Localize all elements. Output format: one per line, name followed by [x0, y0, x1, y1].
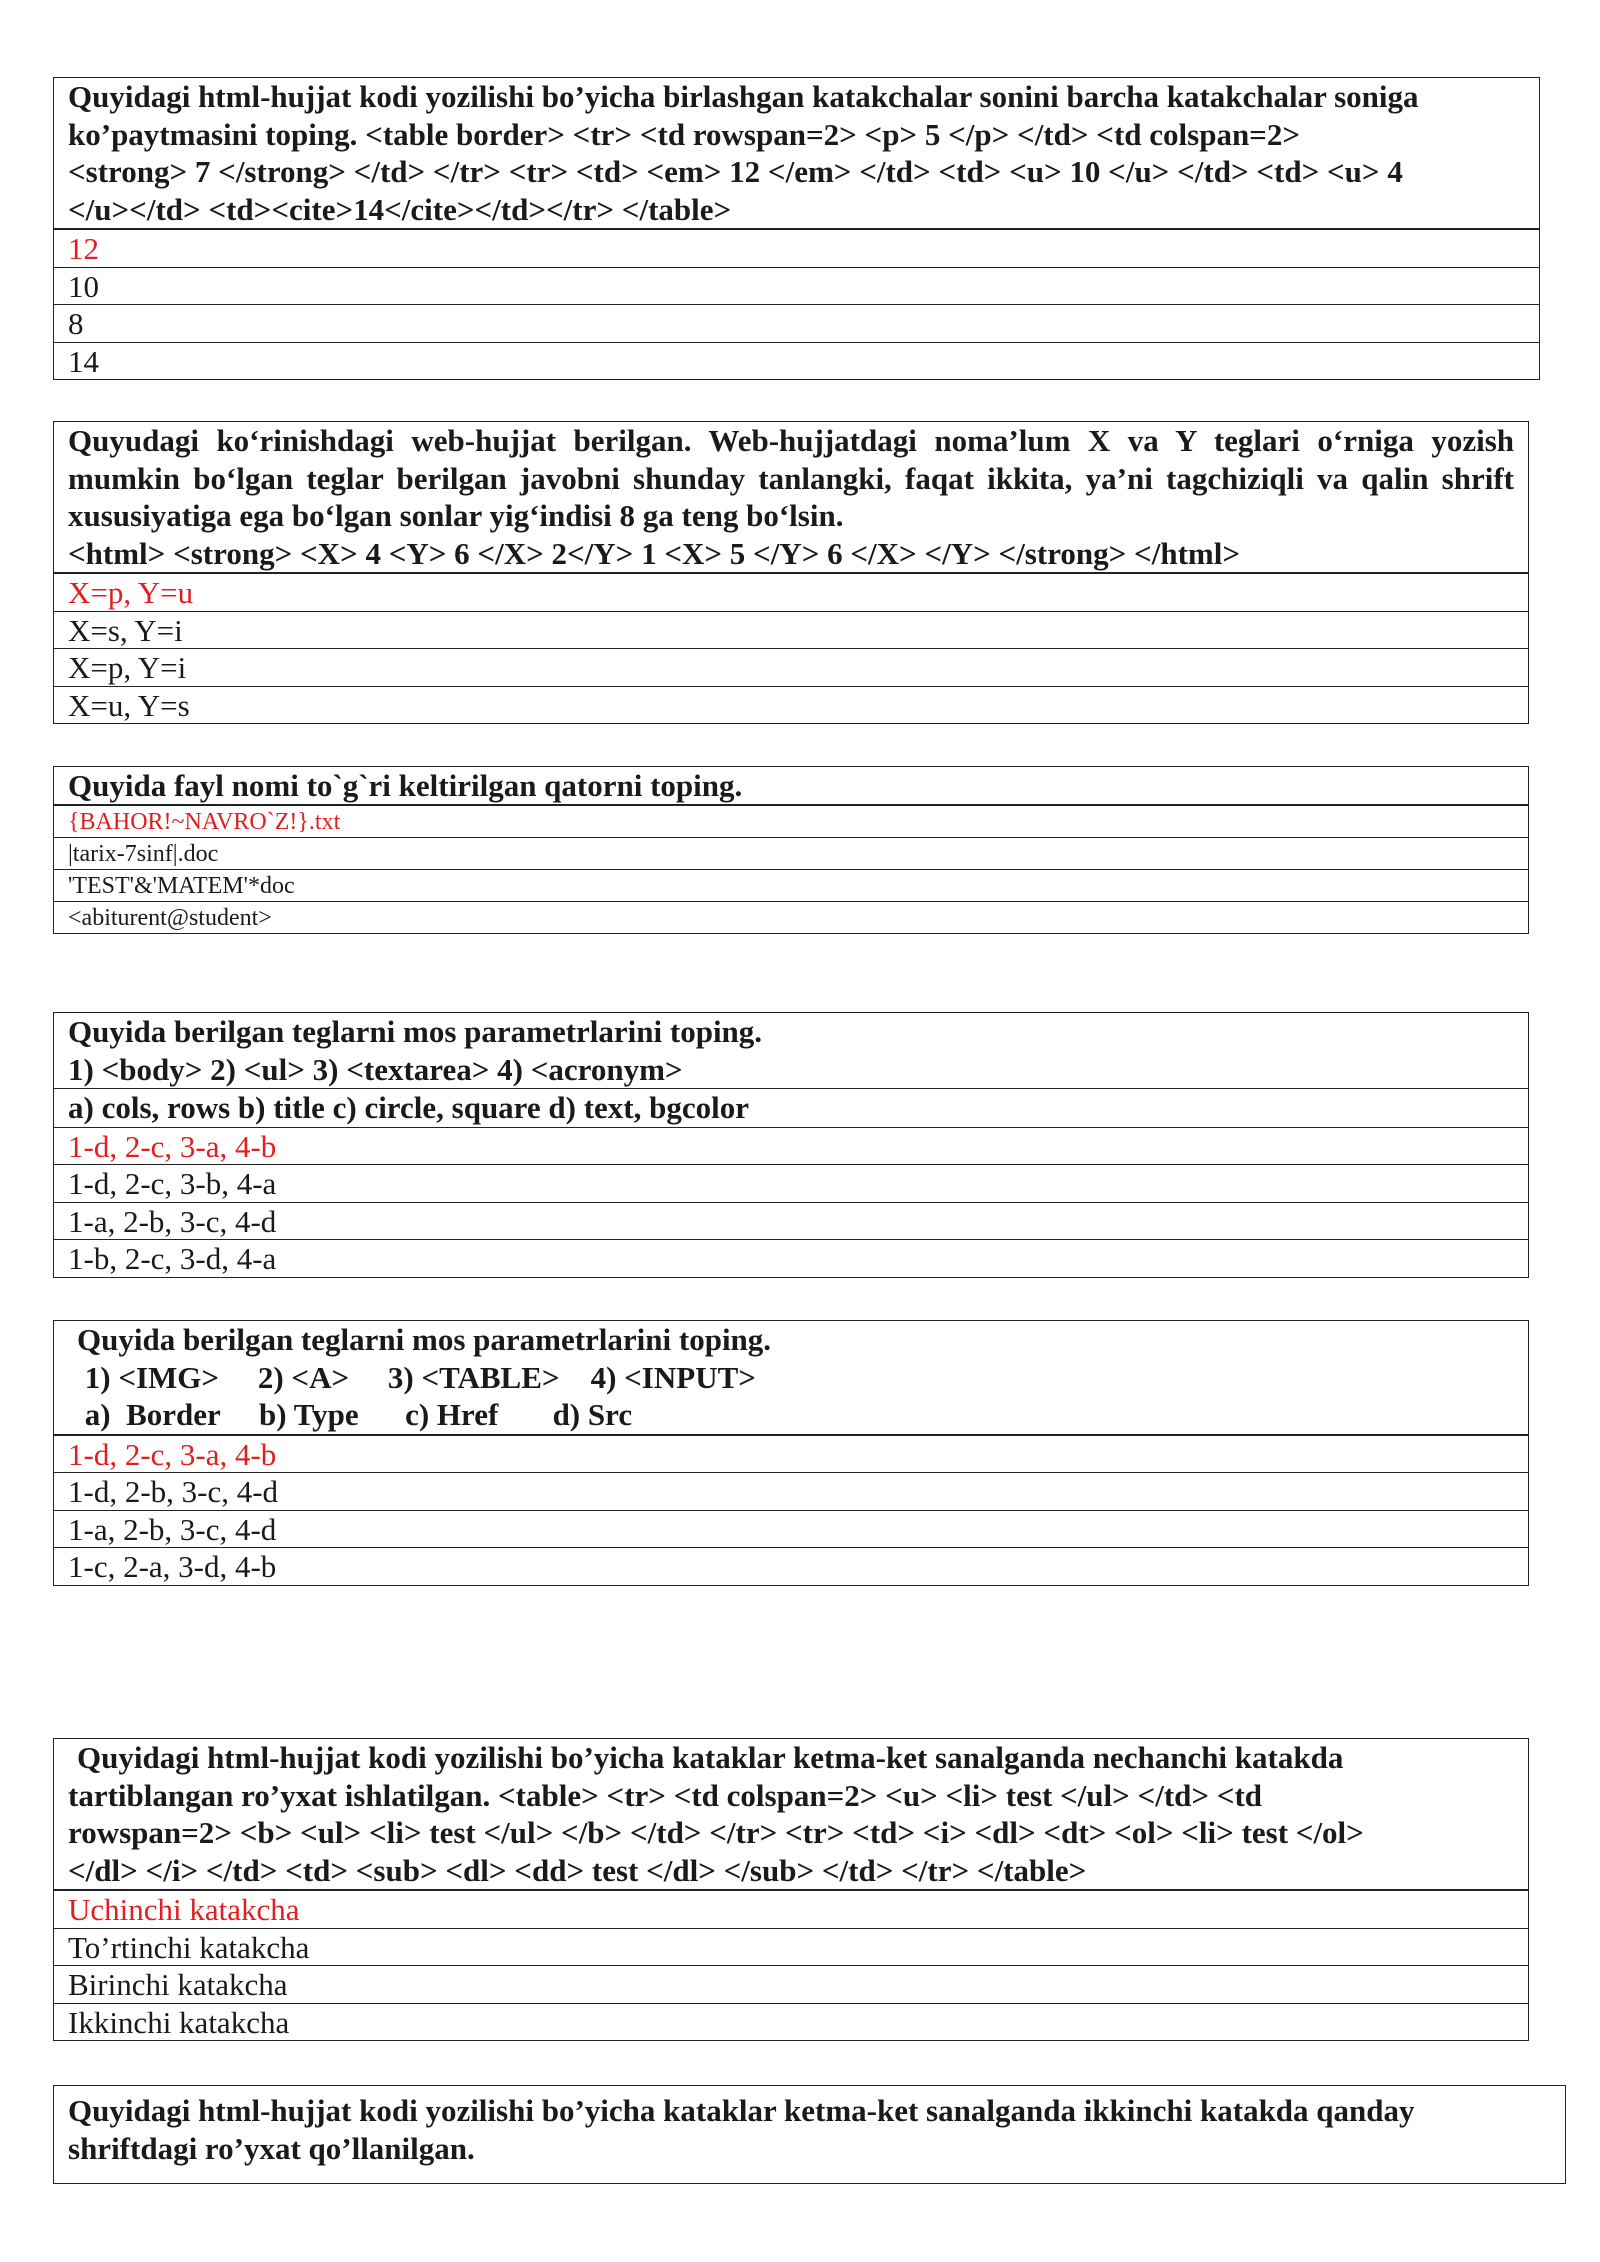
answer-option[interactable]: X=p, Y=i — [54, 648, 1528, 686]
question-block-6 — [53, 1738, 1529, 2041]
question-text — [54, 1013, 1528, 1089]
answer-option[interactable]: |tarix-7sinf|.doc — [54, 837, 1528, 869]
question-line: xususiyatiga ega bo‘lgan sonlar yig‘indisi 8 ga teng bo‘lsin. — [68, 498, 844, 533]
answer-option-correct[interactable]: {BAHOR!~NAVRO`Z!}.txt — [54, 805, 1528, 837]
answer-option[interactable]: 14 — [54, 342, 1539, 380]
question-line: shriftdagi ro’yxat qo’llanilgan. — [68, 2130, 475, 2166]
question-text — [54, 422, 1528, 573]
question-block-1 — [53, 77, 1540, 380]
answer-option-correct[interactable]: Uchinchi katakcha — [54, 1890, 1528, 1928]
question-text — [54, 2086, 1565, 2167]
question-line: mumkin bo‘lgan teglar berilgan javobni shunday tanlangki, faqat ikkita, ya’ni tagchiziqli va qalin shrift — [68, 460, 1514, 496]
question-line: <html> <strong> <X> 4 <Y> 6 </X> 2</Y> 1 <X> 5 </Y> 6 </X> </Y> </strong> </html> — [68, 535, 1240, 571]
question-line: </dl> </i> </td> <td> <sub> <dl> <dd> test </dl> </sub> </td> </tr> </table> — [68, 1852, 1087, 1888]
answer-option[interactable]: To’rtinchi katakcha — [54, 1928, 1528, 1966]
question-line: Quyudagi ko‘rinishdagi web-hujjat berilgan. Web-hujjatdagi noma’lum X va Y teglari o‘rniga yozish — [68, 423, 1514, 458]
question-line: Quyidagi html-hujjat kodi yozilishi bo’yicha kataklar ketma-ket sanalganda ikkinchi katakda qanday — [68, 2093, 1415, 2128]
question-text — [54, 78, 1539, 229]
question-text — [54, 767, 1528, 805]
answer-option[interactable]: 1-d, 2-b, 3-c, 4-d — [54, 1472, 1528, 1510]
parameters-line: a) cols, rows b) title c) circle, square d) text, bgcolor — [68, 1090, 749, 1125]
answer-option[interactable]: 1-a, 2-b, 3-c, 4-d — [54, 1202, 1528, 1240]
answer-option[interactable]: 1-b, 2-c, 3-d, 4-a — [54, 1239, 1528, 1277]
question-line: <strong> 7 </strong> </td> </tr> <tr> <td> <em> 12 </em> </td> <td> <u> 10 </u> </td> <td> <u> 4 — [68, 154, 1403, 189]
answer-option-correct[interactable]: 1-d, 2-c, 3-a, 4-b — [54, 1435, 1528, 1473]
question-line: Quyidagi html-hujjat kodi yozilishi bo’yicha kataklar ketma-ket sanalganda nechanchi katakda — [77, 1740, 1344, 1775]
question-block-2 — [53, 421, 1529, 724]
question-line: Quyida fayl nomi to`g`ri keltirilgan qatorni toping. — [68, 768, 743, 803]
question-text — [54, 1321, 1528, 1435]
question-block-7 — [53, 2085, 1566, 2184]
answer-option[interactable]: 10 — [54, 267, 1539, 305]
answer-option[interactable]: X=s, Y=i — [54, 611, 1528, 649]
question-line: Quyida berilgan teglarni mos parametrlarini toping. — [77, 1322, 772, 1357]
answer-option[interactable]: <abiturent@student> — [54, 901, 1528, 933]
answer-option-correct[interactable]: X=p, Y=u — [54, 573, 1528, 611]
answer-option[interactable]: 1-d, 2-c, 3-b, 4-a — [54, 1164, 1528, 1202]
question-line: tartiblangan ro’yxat ishlatilgan. <table> <tr> <td colspan=2> <u> <li> test </ul> </td> <td — [68, 1777, 1263, 1813]
question-line: a) Border b) Type c) Href d) Src — [77, 1397, 633, 1432]
question-block-5 — [53, 1320, 1529, 1586]
question-text — [54, 1739, 1528, 1890]
question-block-4 — [53, 1012, 1529, 1278]
question-line: 1) <body> 2) <ul> 3) <textarea> 4) <acronym> — [68, 1051, 683, 1087]
answer-option[interactable]: Ikkinchi katakcha — [54, 2003, 1528, 2041]
answer-option[interactable]: X=u, Y=s — [54, 686, 1528, 724]
question-block-3 — [53, 766, 1529, 934]
answer-option[interactable]: 1-c, 2-a, 3-d, 4-b — [54, 1547, 1528, 1585]
question-line: Quyida berilgan teglarni mos parametrlarini toping. — [68, 1014, 763, 1049]
answer-option[interactable]: 8 — [54, 304, 1539, 342]
question-line: </u></td> <td><cite>14</cite></td></tr> </table> — [68, 191, 732, 227]
answer-option[interactable]: 1-a, 2-b, 3-c, 4-d — [54, 1510, 1528, 1548]
answer-option[interactable]: Birinchi katakcha — [54, 1965, 1528, 2003]
question-line: 1) <IMG> 2) <A> 3) <TABLE> 4) <INPUT> — [77, 1359, 756, 1395]
answer-option-correct[interactable]: 1-d, 2-c, 3-a, 4-b — [54, 1127, 1528, 1165]
answer-option-correct[interactable]: 12 — [54, 229, 1539, 267]
question-line: rowspan=2> <b> <ul> <li> test </ul> </b> </td> </tr> <tr> <td> <i> <dl> <dt> <ol> <li> test </ol> — [68, 1815, 1364, 1850]
question-line: Quyidagi html-hujjat kodi yozilishi bo’yicha birlashgan katakchalar sonini barcha katakchalar soniga — [68, 79, 1419, 114]
answer-option[interactable]: 'TEST'&'MATEM'*doc — [54, 869, 1528, 901]
question-line: ko’paytmasini toping. <table border> <tr> <td rowspan=2> <p> 5 </p> </td> <td colspan=2> — [68, 116, 1301, 152]
